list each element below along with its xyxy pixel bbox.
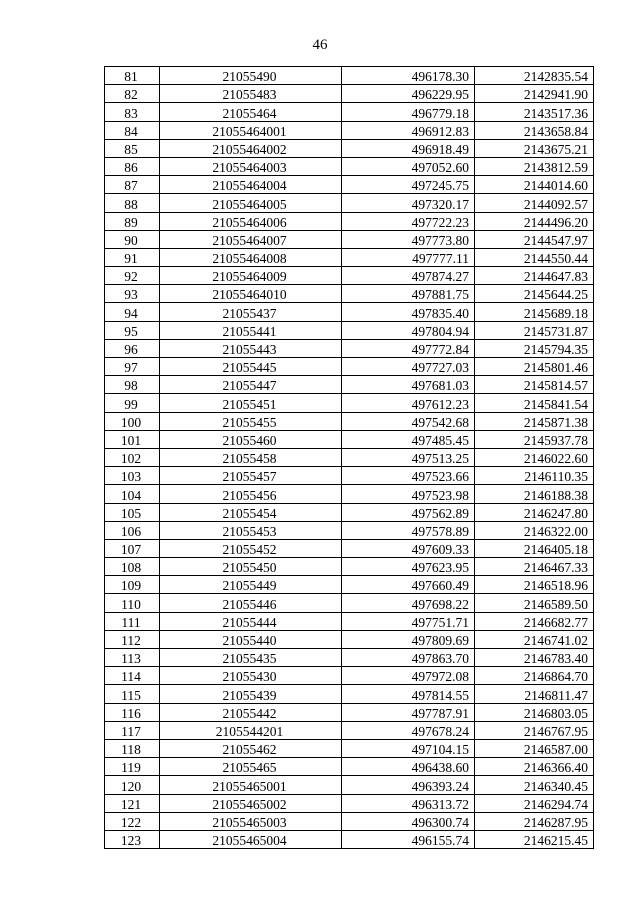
row-number-cell: 83 [105,103,160,121]
x-coordinate-cell: 497104.15 [342,739,475,757]
point-id-cell: 21055435 [160,649,342,667]
y-coordinate-cell: 2143658.84 [475,121,594,139]
x-coordinate-cell: 497513.25 [342,448,475,466]
y-coordinate-cell: 2142835.54 [475,67,594,85]
x-coordinate-cell: 497698.22 [342,594,475,612]
x-coordinate-cell: 497814.55 [342,685,475,703]
x-coordinate-cell: 497578.89 [342,521,475,539]
point-id-cell: 21055458 [160,448,342,466]
table-row [105,685,594,703]
point-id-cell: 21055464008 [160,248,342,266]
y-coordinate-cell: 2145937.78 [475,430,594,448]
point-id-cell: 21055456 [160,485,342,503]
row-number-cell: 100 [105,412,160,430]
point-id-cell: 21055464004 [160,176,342,194]
table-row [105,194,594,212]
point-id-cell: 21055460 [160,430,342,448]
table-row [105,794,594,812]
row-number-cell: 106 [105,521,160,539]
x-coordinate-cell: 496438.60 [342,758,475,776]
row-number-cell: 92 [105,267,160,285]
row-number-cell: 119 [105,758,160,776]
row-number-cell: 108 [105,558,160,576]
x-coordinate-cell: 496918.49 [342,139,475,157]
point-id-cell: 21055454 [160,503,342,521]
x-coordinate-cell: 497722.23 [342,212,475,230]
point-id-cell: 21055446 [160,594,342,612]
y-coordinate-cell: 2143812.59 [475,157,594,175]
table-row [105,176,594,194]
table-row [105,448,594,466]
point-id-cell: 21055462 [160,739,342,757]
point-id-cell: 21055464006 [160,212,342,230]
y-coordinate-cell: 2146518.96 [475,576,594,594]
x-coordinate-cell: 497863.70 [342,649,475,667]
coordinates-table-body [105,67,594,849]
x-coordinate-cell: 497562.89 [342,503,475,521]
table-row [105,703,594,721]
table-row [105,339,594,357]
table-row [105,721,594,739]
point-id-cell: 21055439 [160,685,342,703]
y-coordinate-cell: 2146294.74 [475,794,594,812]
y-coordinate-cell: 2146405.18 [475,539,594,557]
row-number-cell: 104 [105,485,160,503]
point-id-cell: 21055464003 [160,157,342,175]
table-row [105,248,594,266]
table-row [105,157,594,175]
x-coordinate-cell: 497678.24 [342,721,475,739]
table-row [105,503,594,521]
y-coordinate-cell: 2145644.25 [475,285,594,303]
y-coordinate-cell: 2143675.21 [475,139,594,157]
row-number-cell: 94 [105,303,160,321]
y-coordinate-cell: 2146864.70 [475,667,594,685]
row-number-cell: 107 [105,539,160,557]
y-coordinate-cell: 2146247.80 [475,503,594,521]
table-row [105,212,594,230]
point-id-cell: 21055445 [160,358,342,376]
table-row [105,539,594,557]
row-number-cell: 96 [105,339,160,357]
x-coordinate-cell: 497772.84 [342,339,475,357]
row-number-cell: 85 [105,139,160,157]
point-id-cell: 21055483 [160,85,342,103]
table-row [105,630,594,648]
x-coordinate-cell: 497612.23 [342,394,475,412]
y-coordinate-cell: 2146287.95 [475,812,594,830]
row-number-cell: 88 [105,194,160,212]
row-number-cell: 113 [105,649,160,667]
row-number-cell: 103 [105,467,160,485]
point-id-cell: 21055465003 [160,812,342,830]
row-number-cell: 98 [105,376,160,394]
x-coordinate-cell: 497787.91 [342,703,475,721]
row-number-cell: 97 [105,358,160,376]
table-row [105,812,594,830]
table-row [105,67,594,85]
table-row [105,485,594,503]
point-id-cell: 21055437 [160,303,342,321]
table-row [105,467,594,485]
table-row [105,521,594,539]
point-id-cell: 21055464002 [160,139,342,157]
x-coordinate-cell: 497874.27 [342,267,475,285]
row-number-cell: 91 [105,248,160,266]
table-row [105,85,594,103]
row-number-cell: 89 [105,212,160,230]
y-coordinate-cell: 2146188.38 [475,485,594,503]
row-number-cell: 102 [105,448,160,466]
y-coordinate-cell: 2146110.35 [475,467,594,485]
row-number-cell: 87 [105,176,160,194]
point-id-cell: 21055451 [160,394,342,412]
row-number-cell: 120 [105,776,160,794]
point-id-cell: 21055490 [160,67,342,85]
point-id-cell: 21055447 [160,376,342,394]
row-number-cell: 93 [105,285,160,303]
table-row [105,267,594,285]
row-number-cell: 112 [105,630,160,648]
table-row [105,103,594,121]
x-coordinate-cell: 497804.94 [342,321,475,339]
table-row [105,758,594,776]
point-id-cell: 21055465004 [160,830,342,848]
page-number: 46 [312,37,328,53]
y-coordinate-cell: 2144496.20 [475,212,594,230]
x-coordinate-cell: 497809.69 [342,630,475,648]
y-coordinate-cell: 2146741.02 [475,630,594,648]
row-number-cell: 114 [105,667,160,685]
x-coordinate-cell: 497052.60 [342,157,475,175]
point-id-cell: 21055455 [160,412,342,430]
x-coordinate-cell: 496229.95 [342,85,475,103]
y-coordinate-cell: 2144092.57 [475,194,594,212]
row-number-cell: 84 [105,121,160,139]
row-number-cell: 81 [105,67,160,85]
point-id-cell: 21055430 [160,667,342,685]
coordinates-table [104,66,594,849]
point-id-cell: 21055464005 [160,194,342,212]
x-coordinate-cell: 496779.18 [342,103,475,121]
x-coordinate-cell: 496300.74 [342,812,475,830]
x-coordinate-cell: 497835.40 [342,303,475,321]
point-id-cell: 21055465001 [160,776,342,794]
row-number-cell: 121 [105,794,160,812]
y-coordinate-cell: 2146803.05 [475,703,594,721]
x-coordinate-cell: 497320.17 [342,194,475,212]
table-row [105,612,594,630]
y-coordinate-cell: 2146366.40 [475,758,594,776]
y-coordinate-cell: 2145871.38 [475,412,594,430]
y-coordinate-cell: 2146783.40 [475,649,594,667]
y-coordinate-cell: 2145794.35 [475,339,594,357]
x-coordinate-cell: 496155.74 [342,830,475,848]
row-number-cell: 109 [105,576,160,594]
point-id-cell: 21055457 [160,467,342,485]
y-coordinate-cell: 2146467.33 [475,558,594,576]
y-coordinate-cell: 2143517.36 [475,103,594,121]
point-id-cell: 21055464007 [160,230,342,248]
x-coordinate-cell: 497773.80 [342,230,475,248]
x-coordinate-cell: 496393.24 [342,776,475,794]
y-coordinate-cell: 2146340.45 [475,776,594,794]
table-row [105,558,594,576]
y-coordinate-cell: 2146767.95 [475,721,594,739]
table-row [105,139,594,157]
row-number-cell: 116 [105,703,160,721]
point-id-cell: 21055464001 [160,121,342,139]
point-id-cell: 21055449 [160,576,342,594]
table-row [105,321,594,339]
y-coordinate-cell: 2144014.60 [475,176,594,194]
y-coordinate-cell: 2145814.57 [475,376,594,394]
x-coordinate-cell: 497660.49 [342,576,475,594]
table-row [105,303,594,321]
row-number-cell: 123 [105,830,160,848]
x-coordinate-cell: 497523.66 [342,467,475,485]
x-coordinate-cell: 497972.08 [342,667,475,685]
point-id-cell: 21055464009 [160,267,342,285]
table-row [105,594,594,612]
y-coordinate-cell: 2144550.44 [475,248,594,266]
y-coordinate-cell: 2146322.00 [475,521,594,539]
y-coordinate-cell: 2144547.97 [475,230,594,248]
row-number-cell: 117 [105,721,160,739]
x-coordinate-cell: 497485.45 [342,430,475,448]
row-number-cell: 105 [105,503,160,521]
x-coordinate-cell: 497523.98 [342,485,475,503]
table-row [105,830,594,848]
x-coordinate-cell: 497623.95 [342,558,475,576]
point-id-cell: 21055443 [160,339,342,357]
row-number-cell: 86 [105,157,160,175]
x-coordinate-cell: 496313.72 [342,794,475,812]
table-row [105,376,594,394]
row-number-cell: 82 [105,85,160,103]
point-id-cell: 21055444 [160,612,342,630]
point-id-cell: 21055450 [160,558,342,576]
y-coordinate-cell: 2146682.77 [475,612,594,630]
table-row [105,285,594,303]
point-id-cell: 21055442 [160,703,342,721]
table-row [105,358,594,376]
y-coordinate-cell: 2146811.47 [475,685,594,703]
y-coordinate-cell: 2146215.45 [475,830,594,848]
point-id-cell: 21055453 [160,521,342,539]
x-coordinate-cell: 497881.75 [342,285,475,303]
row-number-cell: 115 [105,685,160,703]
x-coordinate-cell: 496912.83 [342,121,475,139]
x-coordinate-cell: 497777.11 [342,248,475,266]
table-row [105,412,594,430]
table-row [105,121,594,139]
point-id-cell: 21055441 [160,321,342,339]
point-id-cell: 21055465 [160,758,342,776]
y-coordinate-cell: 2146587.00 [475,739,594,757]
y-coordinate-cell: 2142941.90 [475,85,594,103]
row-number-cell: 118 [105,739,160,757]
table-row [105,667,594,685]
table-row [105,230,594,248]
x-coordinate-cell: 497542.68 [342,412,475,430]
row-number-cell: 110 [105,594,160,612]
table-row [105,576,594,594]
table-row [105,776,594,794]
y-coordinate-cell: 2144647.83 [475,267,594,285]
y-coordinate-cell: 2145689.18 [475,303,594,321]
x-coordinate-cell: 497609.33 [342,539,475,557]
table-row [105,394,594,412]
y-coordinate-cell: 2146022.60 [475,448,594,466]
point-id-cell: 21055440 [160,630,342,648]
row-number-cell: 90 [105,230,160,248]
y-coordinate-cell: 2145801.46 [475,358,594,376]
point-id-cell: 21055464010 [160,285,342,303]
x-coordinate-cell: 497751.71 [342,612,475,630]
row-number-cell: 101 [105,430,160,448]
row-number-cell: 95 [105,321,160,339]
row-number-cell: 111 [105,612,160,630]
point-id-cell: 21055452 [160,539,342,557]
y-coordinate-cell: 2145841.54 [475,394,594,412]
x-coordinate-cell: 496178.30 [342,67,475,85]
y-coordinate-cell: 2145731.87 [475,321,594,339]
table-row [105,430,594,448]
point-id-cell: 21055464 [160,103,342,121]
x-coordinate-cell: 497727.03 [342,358,475,376]
point-id-cell: 2105544201 [160,721,342,739]
row-number-cell: 99 [105,394,160,412]
x-coordinate-cell: 497245.75 [342,176,475,194]
row-number-cell: 122 [105,812,160,830]
x-coordinate-cell: 497681.03 [342,376,475,394]
y-coordinate-cell: 2146589.50 [475,594,594,612]
point-id-cell: 21055465002 [160,794,342,812]
table-row [105,739,594,757]
table-row [105,649,594,667]
